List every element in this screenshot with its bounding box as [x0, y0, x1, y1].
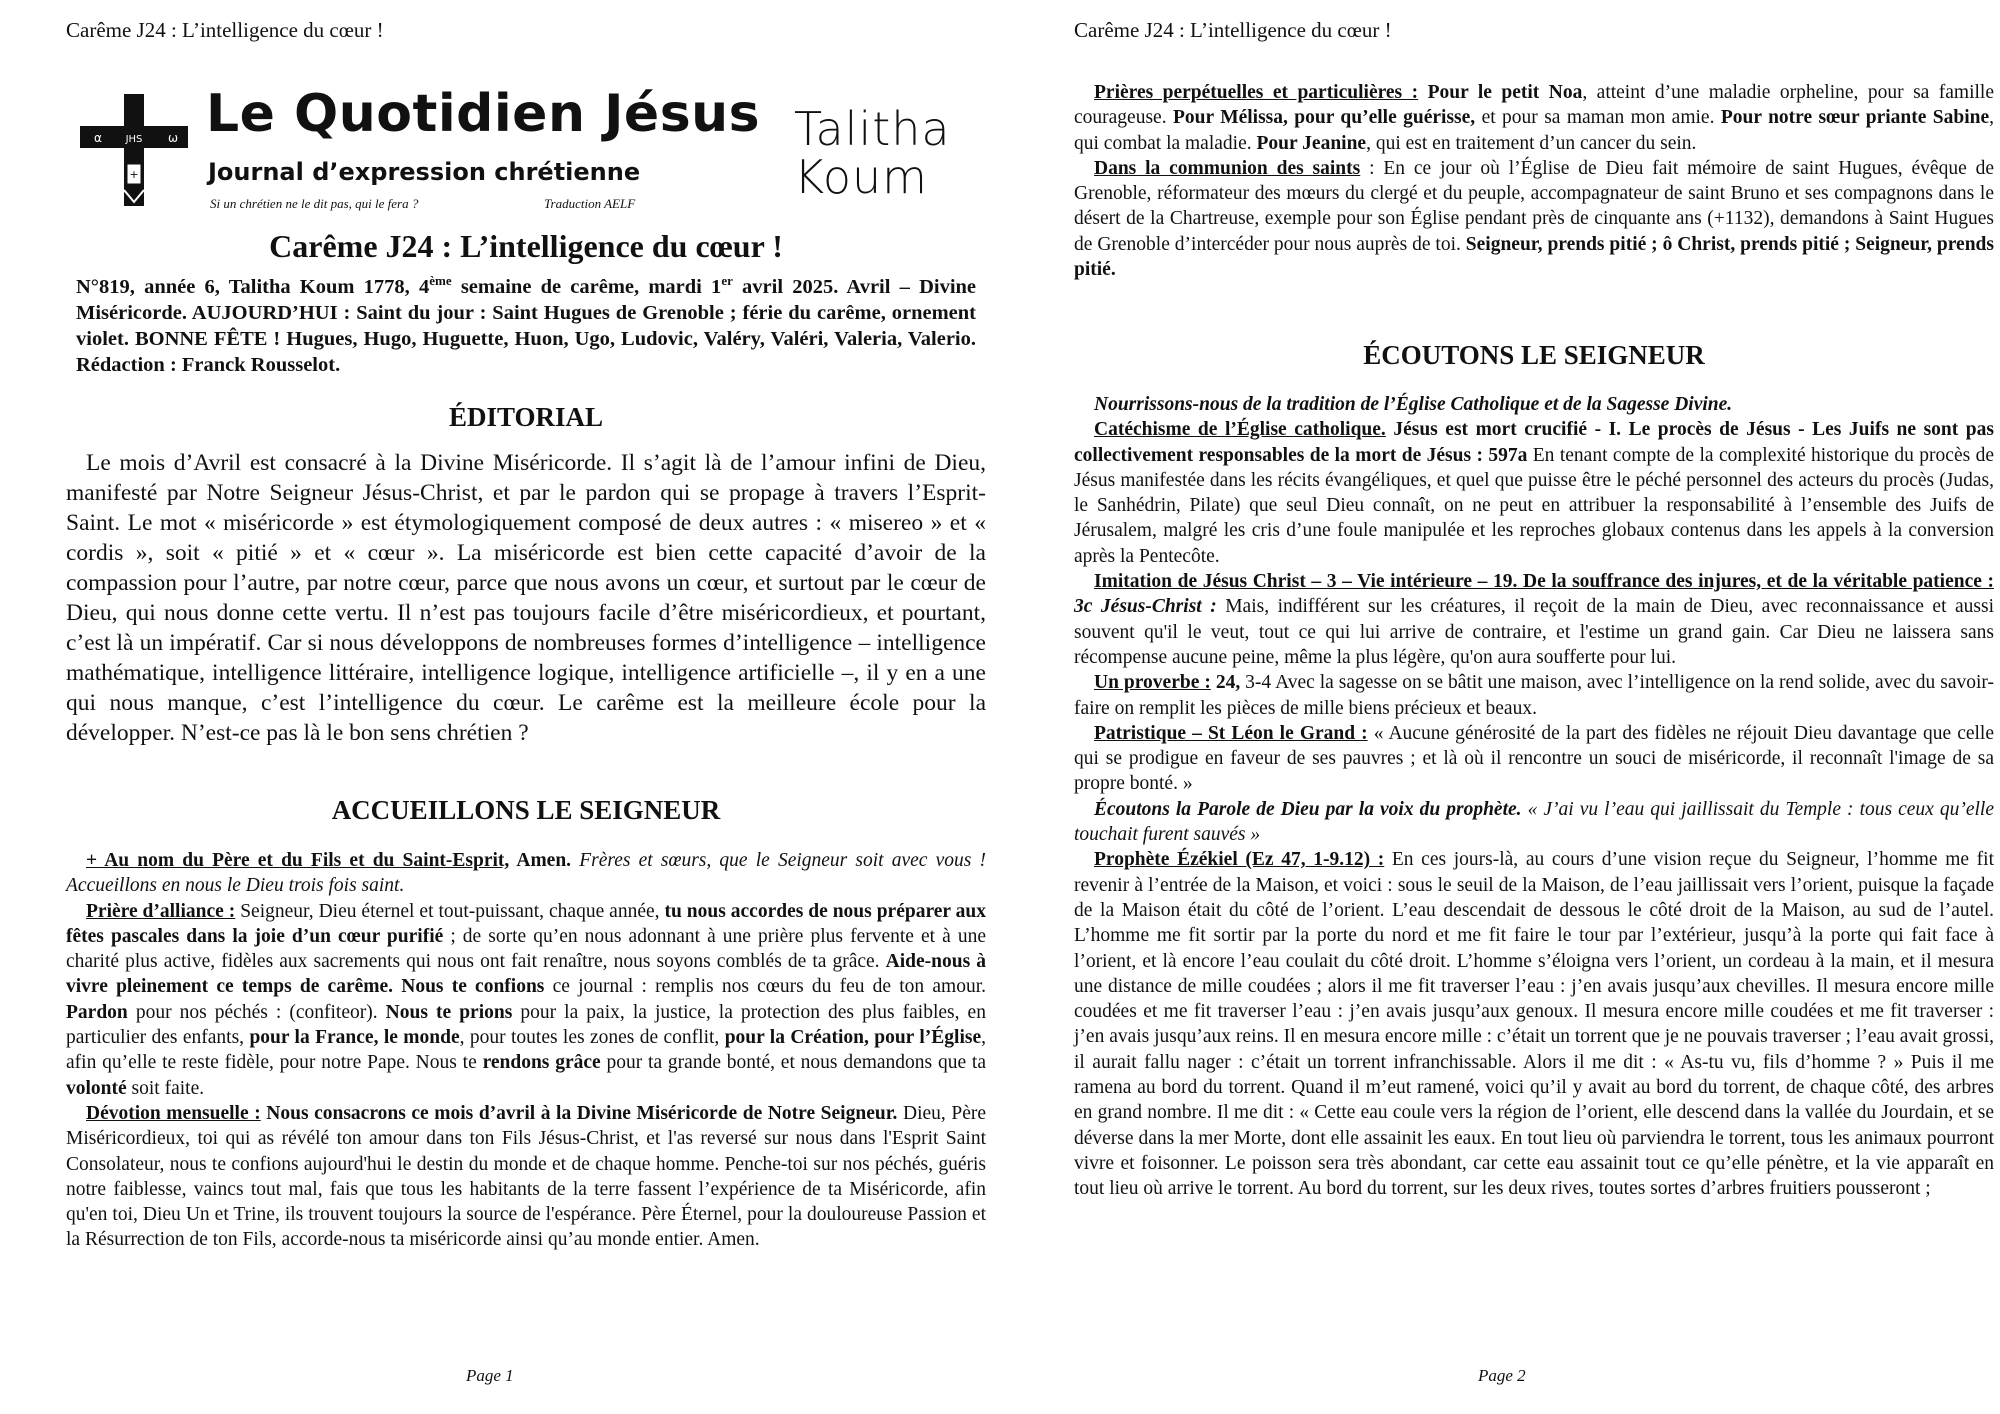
ezekiel-paragraph — [1074, 847, 1994, 1201]
devotion-paragraph — [66, 1101, 986, 1253]
alliance-text-3: ce journal : remplis nos cœurs du feu de ton amour. — [544, 976, 986, 998]
alliance-bold-6: pour la Création, pour l’Église — [724, 1027, 982, 1049]
prayers-bold-4: Pour Jeanine — [1256, 132, 1367, 154]
issue-meta — [76, 268, 976, 378]
prayers-paragraph — [1074, 80, 1994, 156]
issue-meta-part-b: semaine de carême, mardi 1 — [451, 275, 722, 298]
devotion-text: Dieu, Père Miséricordieux, toi qui as révélé ton amour dans ton Fils Jésus-Christ, et l'as reversé sur nous dans l'Esprit Saint Consolateur, nous te confions aujourd'hui le destin du monde et de chaque homme. Penche-toi sur nos péchés, guéris notre faiblesse, vaincs tout mal, fais que tous les habitants de la terre fassent l’expérience de ta Miséricorde, afin qu'en toi, Dieu Un et Trine, ils trouvent toujours la source de l'espérance. Père Éternel, pour la douloureuse Passion et la Résurrection de ton Fils, accorde-nous ta miséricorde ainsi qu’au monde entier. Amen. — [66, 1102, 986, 1251]
alliance-bold-1: tu nous accordes de nous préparer aux fêtes pascales dans la joie d’un cœur purifié — [66, 900, 986, 947]
catechism-paragraph — [1074, 417, 1994, 569]
page-right — [1074, 0, 1994, 1414]
communion-text: : En ce jour où l’Église de Dieu fait mémoire de saint Hugues, évêque de Grenoble, réformateur des mœurs du clergé et du peuple, accompagnateur de saint Bruno et ses compagnons dans le désert de la Chartreuse, exemple pour son Église pendant près de cinquante ans (+1132), demandons à Saint Hugues de Grenoble d’intercéder pour nous auprès de toi. — [1074, 157, 1994, 255]
communion-bold: Seigneur, prends pitié ; ô Christ, prends pitié ; Seigneur, prends pitié. — [1074, 233, 1994, 281]
prayers-text-3: , qui combat la maladie. — [1074, 107, 1995, 154]
devotion-label: Dévotion mensuelle : — [86, 1102, 261, 1124]
editorial-heading: ÉDITORIAL — [448, 402, 604, 432]
alliance-text-2: ; de sorte qu’en nous adonnant à une prière plus fervente et à une charité plus active, fidèles aux sacrements qui nous ont fait renaître, nous soyons comblés de ta grâce. — [66, 925, 986, 973]
alliance-bold-8: volonté — [66, 1077, 127, 1099]
word-text: « J’ai vu l’eau qui jaillissait du Temple : tous ceux qu’elle touchait furent sauvés » — [1074, 798, 1995, 846]
cross-omega-glyph: ω — [168, 131, 179, 145]
talitha-koum-logo — [774, 88, 974, 214]
devotion-bold: Nous consacrons ce mois d’avril à la Divine Miséricorde de Notre Seigneur. — [260, 1102, 898, 1124]
welcome-heading: ACCUEILLONS LE SEIGNEUR — [331, 795, 721, 825]
cross-logo-icon — [80, 94, 188, 206]
alliance-text-1: Seigneur, Dieu éternel et tout-puissant, chaque année, — [235, 900, 665, 922]
invocation-amen: Amen. — [509, 850, 572, 871]
welcome-body — [66, 848, 986, 1253]
proverb-bold: 24, — [1210, 672, 1241, 694]
prayers-bold-2: Pour Mélissa, pour qu’elle guérisse, — [1172, 107, 1476, 129]
masthead-subtitle: Journal d’expression chrétienne — [208, 158, 641, 186]
communion-paragraph — [1074, 156, 1994, 282]
catechism-bold: Jésus est mort crucifié - I. Le procès de Jésus - Les Juifs ne sont pas collectivement responsables de la mort de Jésus : 597a — [1074, 419, 1994, 466]
masthead — [66, 84, 986, 220]
catechism-label: Catéchisme de l’Église catholique. — [1094, 419, 1386, 441]
issue-meta-sup-1: ème — [429, 273, 452, 288]
prayers-text-4: , qui est en traitement d’un cancer du sein. — [1366, 132, 1697, 154]
proverb-label: Un proverbe : — [1094, 672, 1211, 694]
alliance-paragraph — [66, 899, 986, 1101]
issue-meta-part-a: N°819, année 6, Talitha Koum 1778, 4 — [76, 275, 430, 298]
patristic-paragraph — [1074, 721, 1994, 797]
ezekiel-text: En ces jours-là, au cours d’une vision reçue du Seigneur, l’homme me fit revenir à l’entrée de la Maison, et voici : sous le seuil de la Maison, de l’eau jaillissait vers l’orient, puisque la façade de la Maison était du côté de l’orient. L’eau descendait de dessous le côté droit de la Maison, au sud de l’autel. L’homme me fit sortir par la porte du nord et me fit faire le tour par l’extérieur, jusqu’à la porte qui fait face à l’orient, et là encore l’eau coulait du côté droit. L’homme s’éloigna vers l’orient, un cordeau à la main, et il mesura une distance de mille coudées ; alors il me fit traverser l’eau : j’en avais jusqu’aux chevilles. Il mesura encore mille coudées et me fit traverser l’eau : j’en avais jusqu’aux genoux. Il mesura encore mille coudées et me fit traverser : j’en avais jusqu’aux reins. Il en mesura encore mille : c’était un torrent que je ne pouvais traverser ; l’eau avait grossi, il aurait fallu nager : c’était un torrent infranchissable. Alors il me dit : « As-tu vu, fils d’homme ? » Puis il me ramena au bord du torrent. Quand il m’eut ramené, voici qu’il y avait au bord du torrent, de chaque côté, des arbres en grand nombre. Il me dit : « Cette eau coule vers la région de l’orient, elle descend dans la vallée du Jourdain, et se déverse dans la mer Morte, dont elle assainit les eaux. En tout lieu où parviendra le torrent, tous les animaux pourront vivre et foisonner. Le poisson sera très abondant, car cette eau assainit tout ce qu’elle pénètre, et la vie apparaît en tout lieu où arrive le torrent. Au bord du torrent, sur les deux rives, toutes sortes d’arbres fruitiers pousseront ; — [1074, 849, 1995, 1200]
proverb-text: 3-4 Avec la sagesse on se bâtit une maison, avec l’intelligence on la rend solide, avec du savoir-faire on remplit les pièces de mille biens précieux et beaux. — [1074, 672, 1994, 719]
masthead-tagline: Si un chrétien ne le dit pas, qui le fera ? — [210, 196, 419, 211]
word-paragraph — [1074, 797, 1994, 848]
patristic-label: Patristique – St Léon le Grand : — [1094, 722, 1368, 744]
imitation-label: Imitation de Jésus Christ – 3 – Vie intérieure – 19. De la souffrance des injures, et de la véritable patience : — [1094, 571, 1994, 593]
alliance-bold-3: Pardon — [66, 1001, 128, 1023]
imitation-text: Mais, indifférent sur les créatures, il reçoit de la main de Dieu, avec reconnaissance et aussi souvent qu'il le veut, tout ce qui lui arrive de contraire, et l'estime un grand gain. Car Dieu ne laissera sans récompense aucune peine, même la plus légère, qu'on aura soufferte pour lui. — [1074, 596, 1995, 668]
logo-line-1: Talitha — [794, 102, 951, 156]
alliance-bold-2: Aide-nous à vivre pleinement ce temps de carême. Nous te confions — [66, 951, 986, 998]
prayers-block — [1074, 80, 1994, 282]
editorial-text: Le mois d’Avril est consacré à la Divine Miséricorde. Il s’agit là de l’amour infini de Dieu, manifesté par Notre Seigneur Jésus-Christ, et par le pardon qui se propage à travers l’Esprit-Saint. Le mot « miséricorde » est étymologiquement composé de deux autres : « misereo » et « cordis », soit « pitié » et « cœur ». La miséricorde est bien cette capacité d’avoir de la compassion pour l’autre, par notre cœur, parce que nous avons un cœur, et surtout par le cœur de Dieu, qui nous donne cette vertu. Il n’est pas toujours facile d’être miséricordieux, et pourtant, c’est là un impératif. Car si nous développons de nombreuses formes d’intelligence – intelligence mathématique, intelligence littéraire, intelligence logique, intelligence artificielle –, il y en a une qui nous manque, c’est l’intelligence du cœur. Le carême est la meilleure école pour la développer. N’est-ce pas là le bon sens chrétien ? — [66, 450, 986, 746]
page-number: Page 2 — [1478, 1366, 1526, 1385]
alliance-bold-4: Nous te prions — [385, 1001, 513, 1023]
masthead-title: Le Quotidien Jésus — [206, 84, 761, 144]
prayers-label: Prières perpétuelles et particulières : — [1094, 82, 1419, 103]
listen-heading: ÉCOUTONS LE SEIGNEUR — [1363, 340, 1705, 370]
prayers-bold-3: Pour notre sœur priante Sabine — [1720, 107, 1990, 129]
logo-line-2: Koum — [794, 150, 928, 204]
alliance-text-8: pour ta grande bonté, et nous demandons que ta — [600, 1052, 987, 1074]
page-left — [66, 0, 986, 1414]
page-number: Page 1 — [466, 1366, 514, 1385]
alliance-label: Prière d’alliance : — [86, 900, 236, 922]
cross-plus-glyph: + — [129, 168, 139, 181]
tradition-intro: Nourrissons-nous de la tradition de l’Église Catholique et de la Sagesse Divine. — [1094, 394, 1733, 415]
imitation-paragraph — [1074, 569, 1994, 670]
prayers-text-1: , atteint d’une maladie orpheline, pour sa famille courageuse. — [1074, 82, 1995, 129]
ezekiel-label: Prophète Ézékiel (Ez 47, 1-9.12) : — [1094, 849, 1385, 871]
prayers-text-2: et pour sa maman mon amie. — [1475, 107, 1721, 129]
invocation-paragraph — [66, 848, 986, 899]
invocation-label: + Au nom du Père et du Fils et du Saint-Esprit, — [86, 850, 510, 871]
masthead-translation: Traduction AELF — [544, 196, 636, 211]
communion-label: Dans la communion des saints — [1094, 157, 1361, 179]
alliance-text-4: pour nos péchés : (confiteor). — [127, 1001, 386, 1023]
alliance-bold-5: pour la France, le monde — [249, 1027, 460, 1049]
running-head: Carême J24 : L’intelligence du cœur ! — [1074, 18, 1392, 42]
cross-alpha-glyph: α — [94, 131, 102, 145]
alliance-text-6: , pour toutes les zones de conflit, — [459, 1027, 725, 1049]
alliance-text-5: pour la paix, la justice, la protection des plus faibles, en particulier des enfants, — [66, 1001, 986, 1049]
alliance-text-7: , afin qu’elle te reste fidèle, pour notre Pape. Nous te — [66, 1027, 986, 1074]
alliance-bold-7: rendons grâce — [482, 1052, 601, 1074]
word-bold: Écoutons la Parole de Dieu par la voix du prophète. — [1094, 798, 1522, 820]
invocation-text: Frères et sœurs, que le Seigneur soit avec vous ! Accueillons en nous le Dieu trois fois saint. — [66, 850, 986, 897]
tradition-paragraph — [1074, 392, 1994, 417]
catechism-text: En tenant compte de la complexité historique du procès de Jésus manifestée dans les récits évangéliques, et quel que puisse être le péché personnel des acteurs du procès (Judas, le Sanhédrin, Pilate) que seul Dieu connaît, on ne peut en attribuer la responsabilité à l’ensemble des Juifs de Jérusalem, malgré les cris d’une foule manipulée et les reproches globaux contenus dans les appels à la conversion après la Pentecôte. — [1074, 444, 1994, 567]
alliance-text-9: soit faite. — [126, 1077, 205, 1099]
listen-body — [1074, 392, 1994, 1202]
proverb-paragraph — [1074, 670, 1994, 721]
issue-meta-sup-2: er — [721, 273, 733, 288]
cross-jhs-glyph: JHS — [125, 134, 143, 145]
running-head: Carême J24 : L’intelligence du cœur ! — [66, 18, 384, 42]
imitation-italic: 3c Jésus-Christ : — [1074, 596, 1217, 618]
prayers-bold-1: Pour le petit Noa — [1418, 82, 1583, 103]
issue-meta-part-c: avril 2025. Avril – Divine Miséricorde. AUJOURD’HUI : Saint du jour : Saint Hugues de Grenoble ; férie du carême, ornement violet. BONNE FÊTE ! Hugues, Hugo, Huguette, Huon, Ugo, Ludovic, Valéry, Valéri, Valeria, Valerio. Rédaction : Franck Rousselot. — [76, 275, 977, 376]
issue-title: Carême J24 : L’intelligence du cœur ! — [269, 228, 783, 264]
patristic-text: « Aucune générosité de la part des fidèles ne réjouit Dieu davantage que celle qui se prodigue en faveur de ses pauvres ; et là où il rencontre un souci de miséricorde, il reconnaît l'image de sa propre bonté. » — [1074, 722, 1995, 795]
